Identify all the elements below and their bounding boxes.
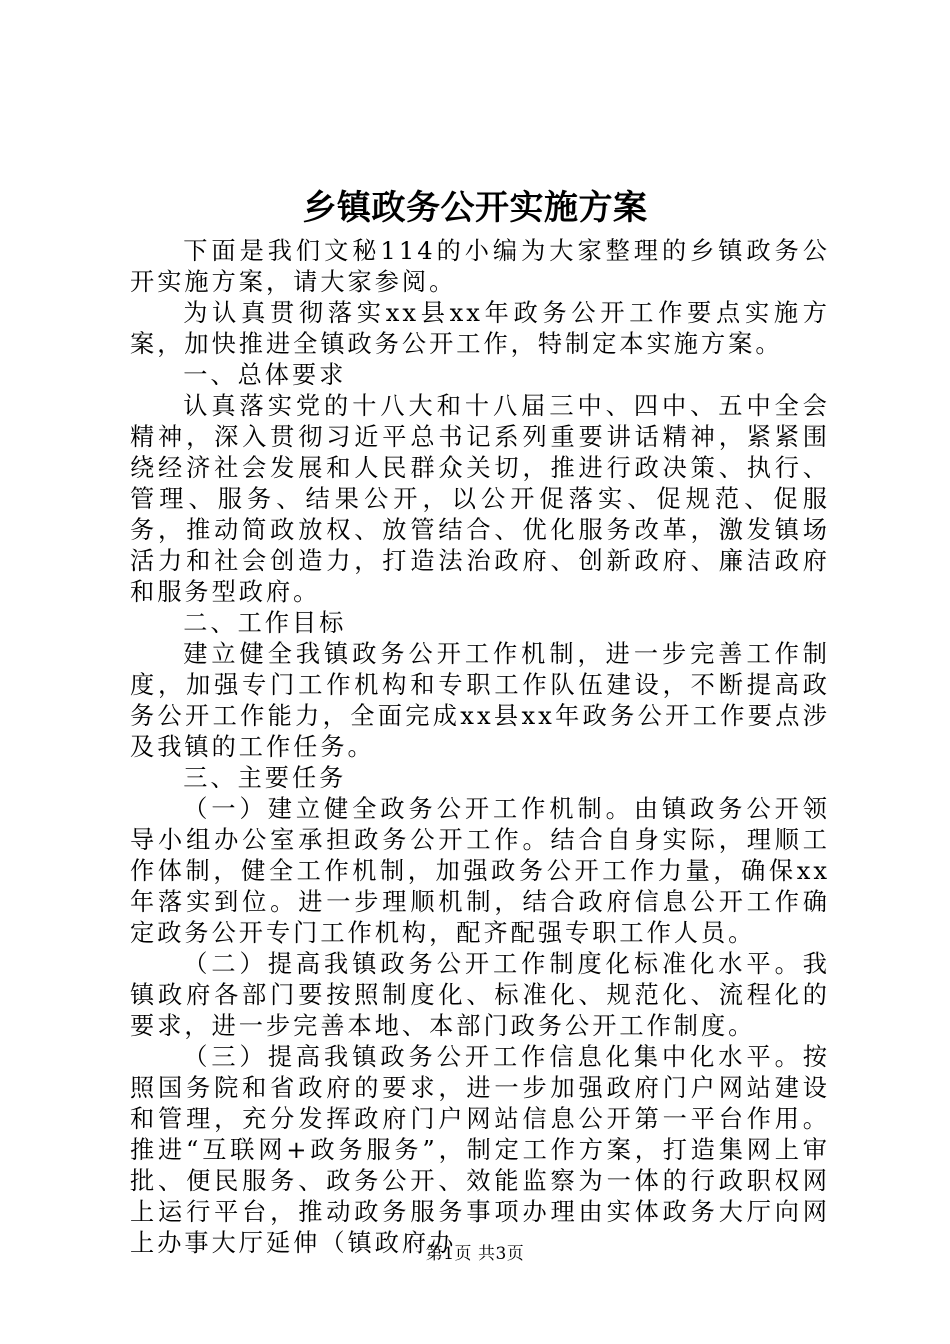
paragraph-general-requirements: 认真落实党的十八大和十八届三中、四中、五中全会精神，深入贯彻习近平总书记系列重要讲话精神，紧紧围绕经济社会发展和人民群众关切，推进行政决策、执行、管理、服务、结果公开，以公开促落实、促规范、促服务，推动简政放权、放管结合、优化服务改革，激发镇场活力和社会创造力，打造法治政府、创新政府、廉洁政府和服务型政府。 [130, 392, 830, 606]
section-heading-general-requirements: 一、总体要求 [183, 361, 347, 389]
paragraph-purpose: 为认真贯彻落实xx县xx年政务公开工作要点实施方案，加快推进全镇政务公开工作，特制定本实施方案。 [130, 299, 830, 358]
paragraph-task-2: （二）提高我镇政务公开工作制度化标准化水平。我镇政府各部门要按照制度化、标准化、规范化、流程化的要求，进一步完善本地、本部门政务公开工作制度。 [130, 950, 830, 1040]
section-heading-work-goals: 二、工作目标 [183, 609, 347, 637]
document-body [130, 236, 830, 1259]
section-heading-main-tasks: 三、主要任务 [183, 764, 347, 792]
document-title: 乡镇政务公开实施方案 [302, 188, 648, 228]
page-footer: 第1页 共3页 [425, 1244, 525, 1264]
paragraph-intro: 下面是我们文秘114的小编为大家整理的乡镇政务公开实施方案，请大家参阅。 [130, 237, 830, 296]
paragraph-task-1: （一）建立健全政务公开工作机制。由镇政务公开领导小组办公室承担政务公开工作。结合自身实际，理顺工作体制，健全工作机制，加强政务公开工作力量，确保xx年落实到位。进一步理顺机制，结合政府信息公开工作确定政务公开专门工作机构，配齐配强专职工作人员。 [130, 795, 830, 947]
paragraph-work-goals: 建立健全我镇政务公开工作机制，进一步完善工作制度，加强专门工作机构和专职工作队伍建设，不断提高政务公开工作能力，全面完成xx县xx年政务公开工作要点涉及我镇的工作任务。 [130, 640, 830, 761]
paragraph-task-3: （三）提高我镇政务公开工作信息化集中化水平。按照国务院和省政府的要求，进一步加强政府门户网站建设和管理，充分发挥政府门户网站信息公开第一平台作用。推进“互联网+政务服务”，制定工作方案，打造集网上审批、便民服务、政务公开、效能监察为一体的行政职权网上运行平台，推动政务服务事项办理由实体政务大厅向网上办事大厅延伸（镇政府办 [130, 1043, 830, 1257]
